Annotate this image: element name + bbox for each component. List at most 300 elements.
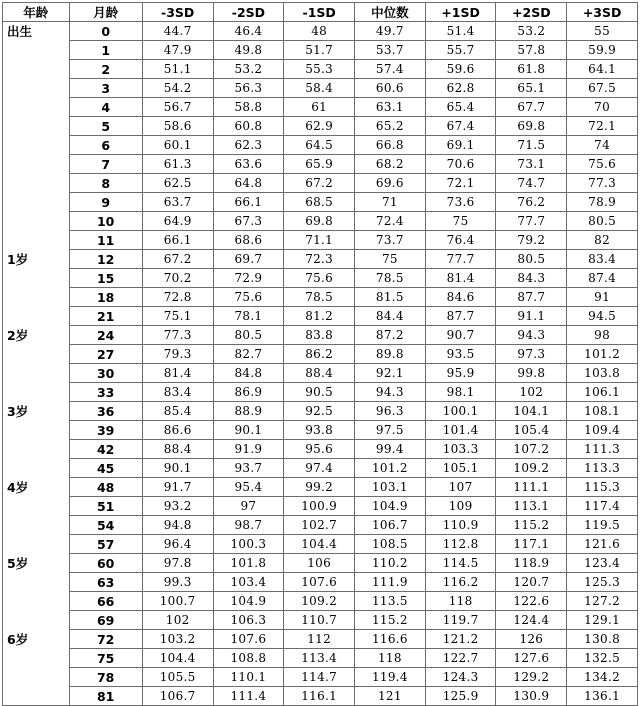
value-cell: 48 (284, 22, 355, 41)
age-cell (3, 136, 70, 155)
value-cell: 46.4 (213, 22, 284, 41)
month-cell: 78 (69, 668, 142, 687)
value-cell: 65.4 (425, 98, 496, 117)
value-cell: 130.9 (496, 687, 567, 706)
value-cell: 75.6 (567, 155, 638, 174)
table-row (3, 535, 638, 554)
age-cell (3, 269, 70, 288)
value-cell: 85.4 (142, 402, 213, 421)
table-row (3, 212, 638, 231)
value-cell: 53.2 (213, 60, 284, 79)
value-cell: 111.4 (213, 687, 284, 706)
value-cell: 96.4 (142, 535, 213, 554)
value-cell: 93.5 (425, 345, 496, 364)
value-cell: 105.1 (425, 459, 496, 478)
value-cell: 104.4 (142, 649, 213, 668)
table-row (3, 649, 638, 668)
value-cell: 91.9 (213, 440, 284, 459)
value-cell: 61 (284, 98, 355, 117)
value-cell: 91.7 (142, 478, 213, 497)
value-cell: 90.7 (425, 326, 496, 345)
value-cell: 106 (284, 554, 355, 573)
value-cell: 70.2 (142, 269, 213, 288)
table-row (3, 516, 638, 535)
value-cell: 90.1 (213, 421, 284, 440)
value-cell: 102 (496, 383, 567, 402)
age-cell: 4岁 (3, 478, 70, 497)
month-cell: 3 (69, 79, 142, 98)
table-row (3, 307, 638, 326)
month-cell: 6 (69, 136, 142, 155)
value-cell: 75 (425, 212, 496, 231)
value-cell: 117.1 (496, 535, 567, 554)
value-cell: 101.8 (213, 554, 284, 573)
value-cell: 106.1 (567, 383, 638, 402)
value-cell: 95.6 (284, 440, 355, 459)
value-cell: 94.3 (355, 383, 426, 402)
value-cell: 111.9 (355, 573, 426, 592)
value-cell: 76.4 (425, 231, 496, 250)
value-cell: 59.6 (425, 60, 496, 79)
value-cell: 116.2 (425, 573, 496, 592)
value-cell: 103.2 (142, 630, 213, 649)
month-cell: 5 (69, 117, 142, 136)
value-cell: 97.4 (284, 459, 355, 478)
value-cell: 68.5 (284, 193, 355, 212)
month-cell: 8 (69, 174, 142, 193)
age-cell (3, 212, 70, 231)
value-cell: 118 (355, 649, 426, 668)
value-cell: 83.8 (284, 326, 355, 345)
value-cell: 110.9 (425, 516, 496, 535)
value-cell: 108.1 (567, 402, 638, 421)
value-cell: 127.6 (496, 649, 567, 668)
value-cell: 118.9 (496, 554, 567, 573)
header-median: 中位数 (355, 3, 426, 22)
value-cell: 67.4 (425, 117, 496, 136)
table-row (3, 383, 638, 402)
value-cell: 80.5 (567, 212, 638, 231)
value-cell: 93.8 (284, 421, 355, 440)
value-cell: 98.7 (213, 516, 284, 535)
value-cell: 71.5 (496, 136, 567, 155)
value-cell: 66.1 (213, 193, 284, 212)
table-row (3, 326, 638, 345)
value-cell: 83.4 (142, 383, 213, 402)
age-cell: 2岁 (3, 326, 70, 345)
value-cell: 106.3 (213, 611, 284, 630)
value-cell: 70.6 (425, 155, 496, 174)
table-row (3, 98, 638, 117)
age-cell (3, 364, 70, 383)
value-cell: 84.8 (213, 364, 284, 383)
value-cell: 92.5 (284, 402, 355, 421)
table-row (3, 611, 638, 630)
value-cell: 86.2 (284, 345, 355, 364)
value-cell: 73.6 (425, 193, 496, 212)
value-cell: 78.9 (567, 193, 638, 212)
month-cell: 21 (69, 307, 142, 326)
value-cell: 121 (355, 687, 426, 706)
value-cell: 77.7 (425, 250, 496, 269)
value-cell: 65.2 (355, 117, 426, 136)
value-cell: 69.6 (355, 174, 426, 193)
value-cell: 101.2 (567, 345, 638, 364)
value-cell: 53.2 (496, 22, 567, 41)
value-cell: 60.8 (213, 117, 284, 136)
value-cell: 113.4 (284, 649, 355, 668)
value-cell: 87.2 (355, 326, 426, 345)
growth-table (2, 2, 638, 706)
value-cell: 102.7 (284, 516, 355, 535)
header-plus-1sd: +1SD (425, 3, 496, 22)
age-cell (3, 79, 70, 98)
value-cell: 79.2 (496, 231, 567, 250)
value-cell: 110.7 (284, 611, 355, 630)
value-cell: 95.9 (425, 364, 496, 383)
value-cell: 99.4 (355, 440, 426, 459)
header-age: 年龄 (3, 3, 70, 22)
value-cell: 103.3 (425, 440, 496, 459)
value-cell: 67.2 (142, 250, 213, 269)
value-cell: 100.9 (284, 497, 355, 516)
value-cell: 106.7 (355, 516, 426, 535)
value-cell: 100.1 (425, 402, 496, 421)
value-cell: 82 (567, 231, 638, 250)
value-cell: 110.1 (213, 668, 284, 687)
value-cell: 65.9 (284, 155, 355, 174)
value-cell: 91 (567, 288, 638, 307)
value-cell: 99.2 (284, 478, 355, 497)
age-cell (3, 668, 70, 687)
value-cell: 104.9 (355, 497, 426, 516)
value-cell: 87.7 (425, 307, 496, 326)
age-cell (3, 497, 70, 516)
value-cell: 75.6 (213, 288, 284, 307)
header-minus-2sd: -2SD (213, 3, 284, 22)
value-cell: 77.7 (496, 212, 567, 231)
value-cell: 53.7 (355, 41, 426, 60)
month-cell: 36 (69, 402, 142, 421)
value-cell: 75.1 (142, 307, 213, 326)
age-cell (3, 288, 70, 307)
value-cell: 124.3 (425, 668, 496, 687)
value-cell: 62.5 (142, 174, 213, 193)
month-cell: 15 (69, 269, 142, 288)
value-cell: 115.2 (355, 611, 426, 630)
table-body (3, 22, 638, 706)
value-cell: 66.1 (142, 231, 213, 250)
value-cell: 136.1 (567, 687, 638, 706)
age-cell (3, 573, 70, 592)
month-cell: 12 (69, 250, 142, 269)
age-cell (3, 592, 70, 611)
month-cell: 18 (69, 288, 142, 307)
value-cell: 117.4 (567, 497, 638, 516)
month-cell: 57 (69, 535, 142, 554)
value-cell: 55 (567, 22, 638, 41)
value-cell: 91.1 (496, 307, 567, 326)
value-cell: 64.5 (284, 136, 355, 155)
table-row (3, 668, 638, 687)
age-cell (3, 516, 70, 535)
value-cell: 109.4 (567, 421, 638, 440)
value-cell: 109.2 (496, 459, 567, 478)
value-cell: 83.4 (567, 250, 638, 269)
month-cell: 2 (69, 60, 142, 79)
month-cell: 60 (69, 554, 142, 573)
table-row (3, 345, 638, 364)
value-cell: 86.6 (142, 421, 213, 440)
value-cell: 130.8 (567, 630, 638, 649)
table-row (3, 136, 638, 155)
value-cell: 107.2 (496, 440, 567, 459)
table-row (3, 41, 638, 60)
value-cell: 88.9 (213, 402, 284, 421)
value-cell: 67.7 (496, 98, 567, 117)
age-cell (3, 60, 70, 79)
value-cell: 61.3 (142, 155, 213, 174)
value-cell: 119.4 (355, 668, 426, 687)
value-cell: 87.7 (496, 288, 567, 307)
value-cell: 64.1 (567, 60, 638, 79)
value-cell: 122.6 (496, 592, 567, 611)
value-cell: 115.3 (567, 478, 638, 497)
table-row (3, 402, 638, 421)
header-plus-3sd: +3SD (567, 3, 638, 22)
table-row (3, 60, 638, 79)
month-cell: 7 (69, 155, 142, 174)
value-cell: 49.7 (355, 22, 426, 41)
value-cell: 87.4 (567, 269, 638, 288)
value-cell: 69.7 (213, 250, 284, 269)
value-cell: 78.5 (355, 269, 426, 288)
value-cell: 112 (284, 630, 355, 649)
value-cell: 61.8 (496, 60, 567, 79)
value-cell: 121.2 (425, 630, 496, 649)
value-cell: 92.1 (355, 364, 426, 383)
table-row (3, 630, 638, 649)
value-cell: 75 (355, 250, 426, 269)
value-cell: 55.3 (284, 60, 355, 79)
month-cell: 66 (69, 592, 142, 611)
age-cell (3, 649, 70, 668)
value-cell: 80.5 (213, 326, 284, 345)
age-cell (3, 687, 70, 706)
value-cell: 67.3 (213, 212, 284, 231)
value-cell: 84.4 (355, 307, 426, 326)
value-cell: 72.8 (142, 288, 213, 307)
age-cell (3, 193, 70, 212)
age-cell (3, 41, 70, 60)
age-cell (3, 155, 70, 174)
value-cell: 63.6 (213, 155, 284, 174)
header-row (3, 3, 638, 22)
value-cell: 99.3 (142, 573, 213, 592)
value-cell: 71 (355, 193, 426, 212)
value-cell: 58.6 (142, 117, 213, 136)
value-cell: 111.1 (496, 478, 567, 497)
value-cell: 113.5 (355, 592, 426, 611)
month-cell: 42 (69, 440, 142, 459)
age-cell: 6岁 (3, 630, 70, 649)
value-cell: 134.2 (567, 668, 638, 687)
table-row (3, 478, 638, 497)
value-cell: 62.8 (425, 79, 496, 98)
value-cell: 102 (142, 611, 213, 630)
header-minus-3sd: -3SD (142, 3, 213, 22)
table-row (3, 288, 638, 307)
value-cell: 103.8 (567, 364, 638, 383)
month-cell: 45 (69, 459, 142, 478)
month-cell: 33 (69, 383, 142, 402)
value-cell: 69.1 (425, 136, 496, 155)
value-cell: 51.7 (284, 41, 355, 60)
value-cell: 70 (567, 98, 638, 117)
value-cell: 129.1 (567, 611, 638, 630)
value-cell: 78.1 (213, 307, 284, 326)
age-cell: 5岁 (3, 554, 70, 573)
value-cell: 51.1 (142, 60, 213, 79)
table-row (3, 459, 638, 478)
value-cell: 97.5 (355, 421, 426, 440)
age-cell (3, 345, 70, 364)
value-cell: 81.2 (284, 307, 355, 326)
table-header (3, 3, 638, 22)
value-cell: 124.4 (496, 611, 567, 630)
value-cell: 72.4 (355, 212, 426, 231)
value-cell: 119.7 (425, 611, 496, 630)
table-row (3, 117, 638, 136)
value-cell: 51.4 (425, 22, 496, 41)
age-cell: 3岁 (3, 402, 70, 421)
month-cell: 72 (69, 630, 142, 649)
age-cell (3, 383, 70, 402)
value-cell: 94.5 (567, 307, 638, 326)
value-cell: 104.4 (284, 535, 355, 554)
value-cell: 72.1 (425, 174, 496, 193)
value-cell: 114.7 (284, 668, 355, 687)
month-cell: 81 (69, 687, 142, 706)
table-row (3, 155, 638, 174)
value-cell: 125.3 (567, 573, 638, 592)
value-cell: 72.3 (284, 250, 355, 269)
table-row (3, 573, 638, 592)
value-cell: 108.5 (355, 535, 426, 554)
age-cell (3, 174, 70, 193)
table-row (3, 440, 638, 459)
table-row (3, 497, 638, 516)
value-cell: 116.1 (284, 687, 355, 706)
header-month: 月龄 (69, 3, 142, 22)
value-cell: 108.8 (213, 649, 284, 668)
value-cell: 86.9 (213, 383, 284, 402)
value-cell: 60.6 (355, 79, 426, 98)
value-cell: 120.7 (496, 573, 567, 592)
value-cell: 77.3 (567, 174, 638, 193)
value-cell: 116.6 (355, 630, 426, 649)
value-cell: 90.1 (142, 459, 213, 478)
value-cell: 72.1 (567, 117, 638, 136)
value-cell: 49.8 (213, 41, 284, 60)
header-minus-1sd: -1SD (284, 3, 355, 22)
age-cell (3, 231, 70, 250)
value-cell: 55.7 (425, 41, 496, 60)
table-row (3, 269, 638, 288)
table-row (3, 193, 638, 212)
table-row (3, 231, 638, 250)
value-cell: 72.9 (213, 269, 284, 288)
value-cell: 56.3 (213, 79, 284, 98)
month-cell: 9 (69, 193, 142, 212)
month-cell: 69 (69, 611, 142, 630)
age-cell (3, 421, 70, 440)
age-cell (3, 535, 70, 554)
value-cell: 112.8 (425, 535, 496, 554)
value-cell: 65.1 (496, 79, 567, 98)
value-cell: 95.4 (213, 478, 284, 497)
table-row (3, 174, 638, 193)
month-cell: 75 (69, 649, 142, 668)
month-cell: 30 (69, 364, 142, 383)
table-row (3, 79, 638, 98)
value-cell: 81.4 (142, 364, 213, 383)
value-cell: 100.7 (142, 592, 213, 611)
value-cell: 58.8 (213, 98, 284, 117)
value-cell: 80.5 (496, 250, 567, 269)
month-cell: 11 (69, 231, 142, 250)
value-cell: 47.9 (142, 41, 213, 60)
table-row (3, 364, 638, 383)
value-cell: 63.1 (355, 98, 426, 117)
value-cell: 94.8 (142, 516, 213, 535)
age-cell (3, 459, 70, 478)
value-cell: 99.8 (496, 364, 567, 383)
month-cell: 51 (69, 497, 142, 516)
value-cell: 77.3 (142, 326, 213, 345)
value-cell: 98.1 (425, 383, 496, 402)
table-row (3, 421, 638, 440)
value-cell: 69.8 (496, 117, 567, 136)
age-cell: 出生 (3, 22, 70, 41)
value-cell: 67.5 (567, 79, 638, 98)
value-cell: 105.4 (496, 421, 567, 440)
value-cell: 63.7 (142, 193, 213, 212)
value-cell: 107 (425, 478, 496, 497)
table-row (3, 250, 638, 269)
value-cell: 122.7 (425, 649, 496, 668)
value-cell: 107.6 (213, 630, 284, 649)
value-cell: 105.5 (142, 668, 213, 687)
value-cell: 73.7 (355, 231, 426, 250)
value-cell: 69.8 (284, 212, 355, 231)
value-cell: 57.4 (355, 60, 426, 79)
value-cell: 73.1 (496, 155, 567, 174)
value-cell: 104.9 (213, 592, 284, 611)
month-cell: 63 (69, 573, 142, 592)
value-cell: 113.3 (567, 459, 638, 478)
table-row (3, 687, 638, 706)
value-cell: 97.8 (142, 554, 213, 573)
value-cell: 79.3 (142, 345, 213, 364)
month-cell: 27 (69, 345, 142, 364)
value-cell: 76.2 (496, 193, 567, 212)
value-cell: 104.1 (496, 402, 567, 421)
value-cell: 115.2 (496, 516, 567, 535)
value-cell: 123.4 (567, 554, 638, 573)
value-cell: 68.6 (213, 231, 284, 250)
value-cell: 75.6 (284, 269, 355, 288)
